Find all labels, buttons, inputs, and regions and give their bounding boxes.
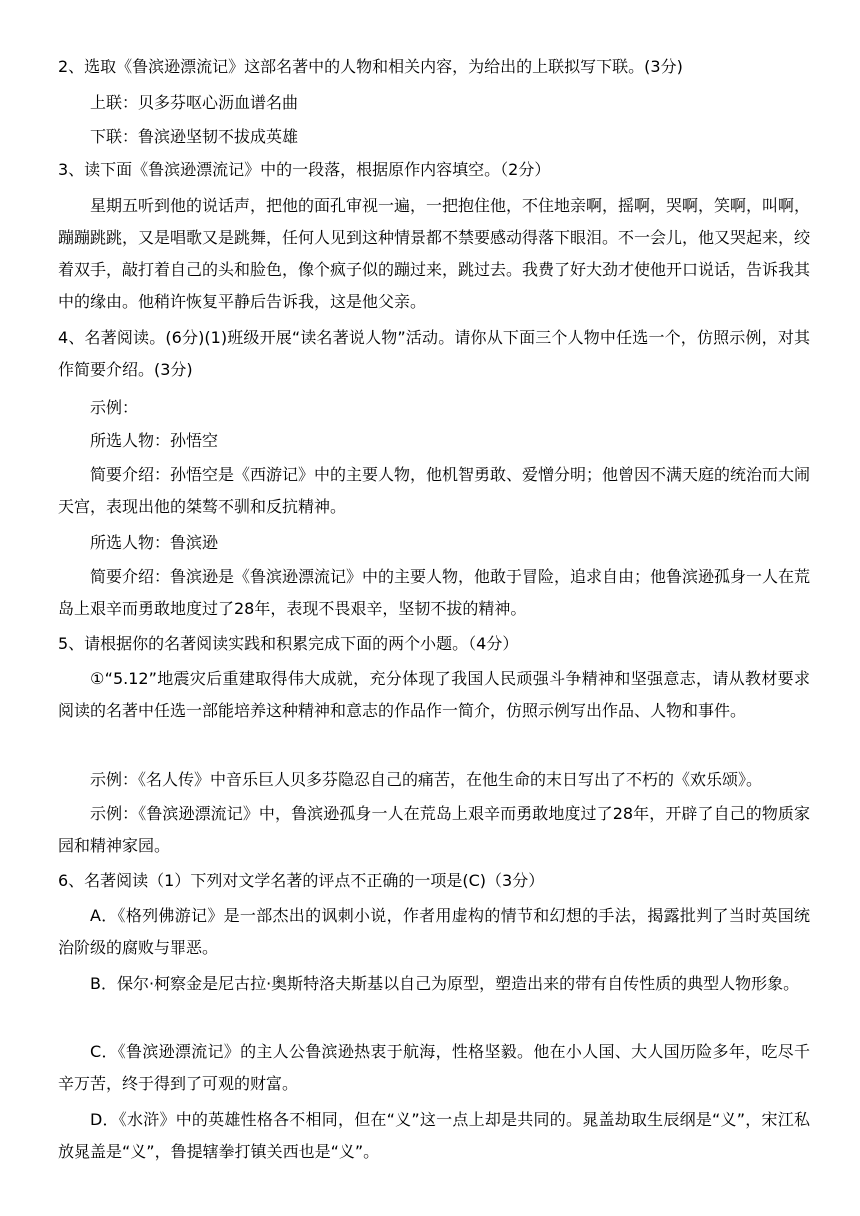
couplet-lower-line: 下联：鲁滨逊坚韧不拔成英雄 <box>90 127 299 146</box>
question-6-option-c: C．《鲁滨逊漂流记》的主人公鲁滨逊热衷于航海，性格坚毅。他在小人国、大人国历险多年，吃尽千辛万苦，终于得到了可观的财富。 <box>58 1042 810 1093</box>
question-4-character-2: 所选人物：鲁滨逊 <box>90 533 219 552</box>
question-5-example-1: 示例：《名人传》中音乐巨人贝多芬隐忍自己的痛苦，在他生命的末日写出了不朽的《欢乐颂》。 <box>90 770 763 789</box>
question-5-prompt: 5、请根据你的名著阅读实践和积累完成下面的两个小题。（4分） <box>58 634 519 653</box>
question-6-option-a: A．《格列佛游记》是一部杰出的讽刺小说，作者用虚构的情节和幻想的手法，揭露批判了当时英国统治阶级的腐败与罪恶。 <box>58 906 810 957</box>
question-5-subquestion-1: ①“5.12”地震灾后重建取得伟大成就，充分体现了我国人民顽强斗争精神和坚强意志，请从教材要求阅读的名著中任选一部能培养这种精神和意志的作品作一简介，仿照示例写出作品、人物和事件。 <box>58 669 810 720</box>
question-4-character-1: 所选人物：孙悟空 <box>90 431 219 450</box>
question-3-passage: 星期五听到他的说话声，把他的面孔审视一遍，一把抱住他，不住地亲啊，摇啊，哭啊，笑啊，叫啊，蹦蹦跳跳，又是唱歌又是跳舞，任何人见到这种情景都不禁要感动得落下眼泪。不一会儿，他又哭起来，绞着双手，敲打着自己的头和脸色，像个疯子似的蹦过来，跳过去。我费了好大劲才使他开口说话，告诉我其中的缘由。他稍许恢复平静后告诉我，这是他父亲。 <box>58 196 811 311</box>
question-3-prompt: 3、读下面《鲁滨逊漂流记》中的一段落，根据原作内容填空。（2分） <box>58 160 551 179</box>
question-6-option-b: B．保尔·柯察金是尼古拉·奥斯特洛夫斯基以自己为原型，塑造出来的带有自传性质的典型人物形象。 <box>90 974 800 993</box>
question-4-prompt: 4、名著阅读。(6分)(1)班级开展“读名著说人物”活动。请你从下面三个人物中任选一个，仿照示例，对其作简要介绍。(3分) <box>58 328 810 379</box>
question-5-example-2: 示例：《鲁滨逊漂流记》中，鲁滨逊孤身一人在荒岛上艰辛而勇敢地度过了28年，开辟了自己的物质家园和精神家园。 <box>58 804 810 855</box>
question-4-intro-1: 简要介绍：孙悟空是《西游记》中的主要人物，他机智勇敢、爱憎分明；他曾因不满天庭的统治而大闹天宫，表现出他的桀骜不驯和反抗精神。 <box>58 465 811 516</box>
question-4-intro-2: 简要介绍：鲁滨逊是《鲁滨逊漂流记》中的主要人物，他敢于冒险，追求自由；他鲁滨逊孤身一人在荒岛上艰辛而勇敢地度过了28年，表现不畏艰辛，坚韧不拔的精神。 <box>58 567 811 618</box>
question-4-example-label: 示例： <box>90 398 139 417</box>
couplet-upper-line: 上联：贝多芬呕心沥血谱名曲 <box>90 93 299 112</box>
question-2-prompt: 2、选取《鲁滨逊漂流记》这部名著中的人物和相关内容，为给出的上联拟写下联。(3分) <box>58 57 683 76</box>
question-6-option-d: D．《水浒》中的英雄性格各不相同，但在“义”这一点上却是共同的。晁盖劫取生辰纲是“义”，宋江私放晁盖是“义”，鲁提辖拳打镇关西也是“义”。 <box>58 1110 810 1161</box>
question-6-prompt: 6、名著阅读（1）下列对文学名著的评点不正确的一项是(C)（3分） <box>58 871 545 890</box>
